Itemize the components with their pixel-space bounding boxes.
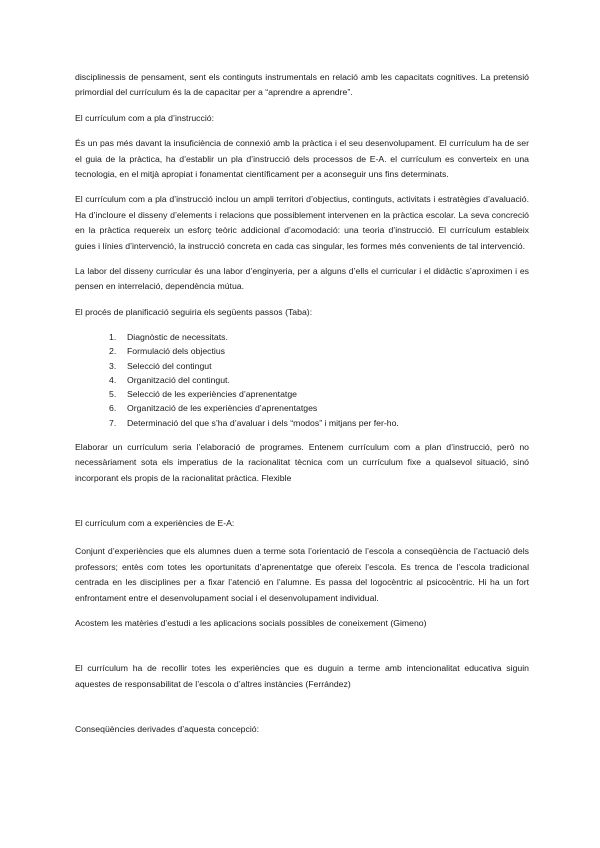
list-item — [75, 401, 529, 415]
list-item-text: Diagnòstic de necessitats. — [127, 332, 228, 343]
experiences-paragraph-1: Conjunt d’experiències que els alumnes duen a terme sota l’orientació de l’escola a conseqüència de l’actuació dels professors; entès com totes les oportunitats d’aprenentatge que ofereix l’escola. Es trenca de l’escola tradicional centrada en les disciplines per a fixar l’atenció en l’alumne. Es passa del logocèntric al psicocèntric. Hi ha un fort enfrontament entre el desenvolupament social i el desenvolupament individual. — [75, 546, 529, 603]
list-item-number: 2. — [109, 346, 117, 357]
list-item — [75, 387, 529, 401]
list-item-text: Organització del contingut. — [127, 374, 230, 385]
list-item-number: 1. — [109, 332, 117, 343]
list-item-number: 3. — [109, 360, 117, 371]
list-item — [75, 373, 529, 387]
list-item-number: 7. — [109, 417, 117, 428]
plan-paragraph-1: És un pas més davant la insuficiència de connexió amb la pràctica i el seu desenvolupament. El currículum ha de ser el guia de la pràctica, ha d’establir un pla d’instrucció dels processos de E-A. el currículum es converteix en una tecnologia, en el mitjà apropiat i fonamentat científicament per a aconseguir uns fins determinats. — [75, 138, 529, 180]
plan-paragraph-4: Elaborar un currículum seria l’elaboració de programes. Entenem currículum com a plan d’instrucció, però no necessàriament sota els imperatius de la racionalitat tècnica com un currículum fixe a qualsevol situació, sinó incorporant els propis de la racionalitat pràctica. Flexible — [75, 441, 529, 483]
experiences-paragraph-2: Acostem les matèries d’estudi a les aplicacions socials possibles de coneixement (Gimeno) — [75, 617, 427, 628]
heading-consequences: Conseqüències derivades d’aquesta concepció: — [75, 724, 260, 735]
experiences-paragraph-3: El currículum ha de recollir totes les experiències que es duguin a terme amb intencionalitat educativa siguin aquestes de responsabilitat de l’escola o d’altres instàncies (Ferrández) — [75, 663, 529, 689]
document-page — [75, 70, 529, 738]
list-item-text: Formulació dels objectius — [127, 346, 226, 357]
list-item-number: 6. — [109, 403, 117, 414]
heading-plan: El currículum com a pla d’instrucció: — [75, 112, 215, 123]
list-item — [75, 359, 529, 373]
list-item-number: 4. — [109, 374, 117, 385]
list-item — [75, 416, 529, 430]
list-intro: El procés de planificació seguiria els següents passos (Taba): — [75, 306, 313, 317]
intro-paragraph: disciplinessis de pensament, sent els continguts instrumentals en relació amb les capacitats cognitives. La pretensió primordial del currículum és la de capacitar per a “aprendre a aprendre”. — [75, 72, 529, 98]
heading-experiences: El currículum com a experiències de E-A: — [75, 517, 235, 528]
list-item-text: Selecció de les experiències d’aprenentatge — [127, 389, 298, 400]
list-item — [75, 344, 529, 358]
list-item — [75, 330, 529, 344]
list-item-text: Organització de les experiències d’aprenentatges — [127, 403, 318, 414]
plan-paragraph-2: El currículum com a pla d’instrucció inclou un ampli territori d’objectius, continguts, activitats i estratègies d’avaluació. Ha d’incloure el disseny d’elements i relacions que possiblement intervenen en la pràctica escolar. La seva concreció en la pràctica requereix un esforç teòric addicional d’acomodació: una teoria d’instrucció. El currículum estableix guies i línies d’intervenció, la instrucció concreta en cada cas singular, les formes més convenients de tal intervenció. — [75, 194, 529, 251]
list-item-number: 5. — [109, 389, 117, 400]
planning-steps-list — [75, 330, 529, 429]
list-item-text: Selecció del contingut — [127, 360, 212, 371]
list-item-text: Determinació del que s’ha d’avaluar i dels “modos” i mitjans per fer-ho. — [127, 417, 399, 428]
plan-paragraph-3: La labor del disseny curricular és una labor d’enginyeria, per a alguns d’ells el curricular i el didàctic s’aproximen i es pensen en interrelació, dependència mútua. — [75, 266, 529, 292]
